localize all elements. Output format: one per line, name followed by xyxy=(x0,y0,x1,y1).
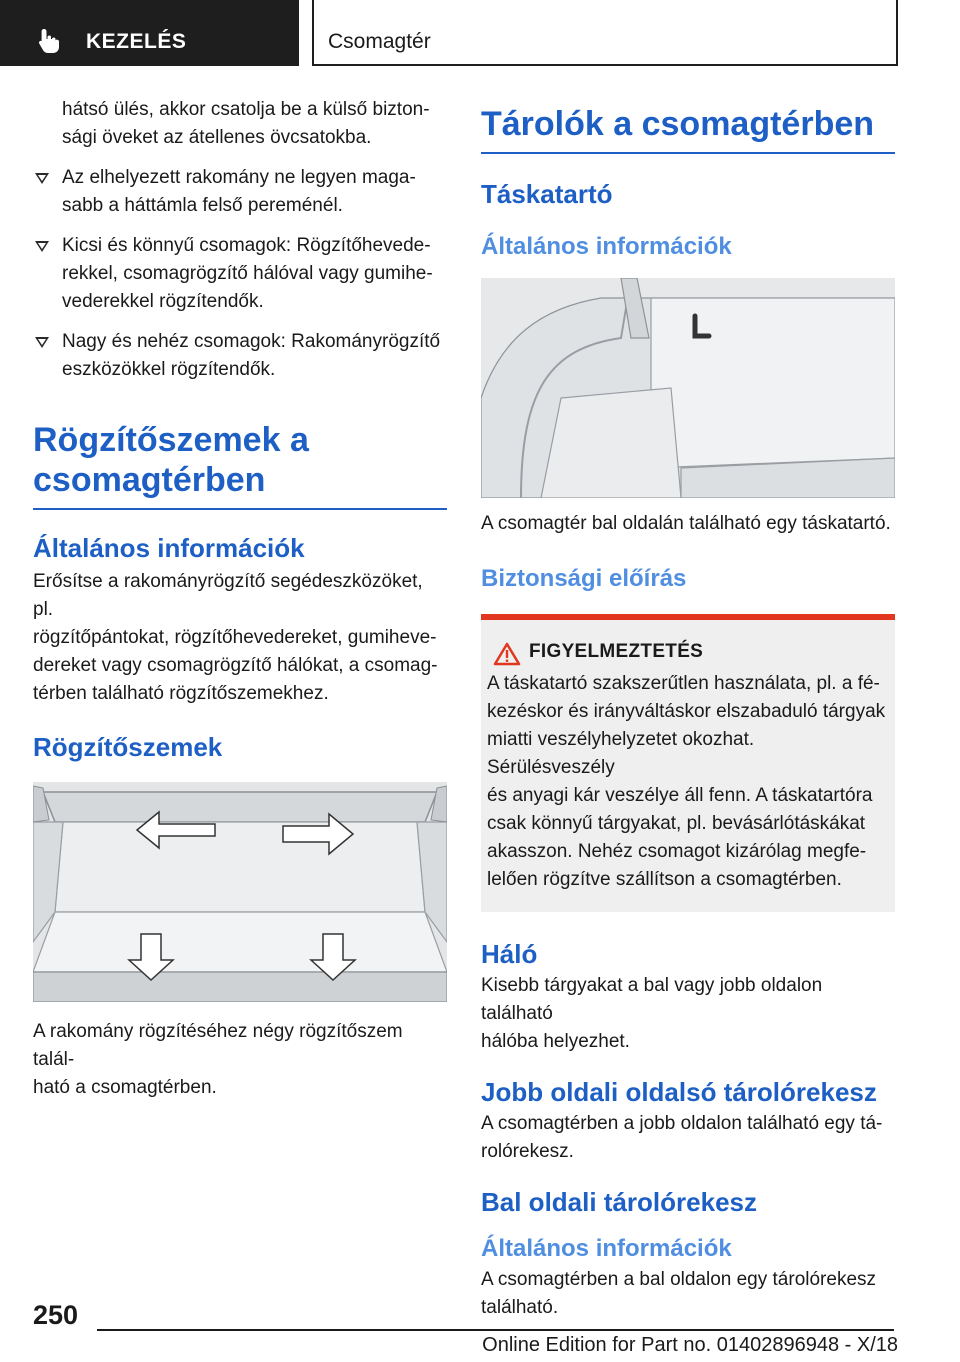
subheading-general: Általános információk xyxy=(33,533,305,563)
bullet-item xyxy=(33,328,447,384)
left-column xyxy=(33,96,447,1102)
triangle-bullet-icon xyxy=(35,173,49,184)
subheading-safety: Biztonsági előírás xyxy=(481,565,687,592)
section-heading-line: Rögzítőszemek a xyxy=(33,421,309,459)
bullet-line: Kicsi és könnyű csomagok: Rögzítőhevede- xyxy=(62,235,431,256)
subheading-right-compartment: Jobb oldali oldalsó tárolórekesz xyxy=(481,1077,877,1107)
bullet-item xyxy=(33,164,447,220)
bullet-line: sabb a háttámla felső pereménél. xyxy=(62,195,343,216)
subheading-eyes: Rögzítőszemek xyxy=(33,732,223,762)
trunk-drawing xyxy=(33,782,447,1002)
subheading-bag-holder: Táskatartó xyxy=(481,179,613,209)
warning-title: FIGYELMEZTETÉS xyxy=(529,641,704,662)
text-line: rögzítőpántokat, rögzítőhevedereket, gumiheve- xyxy=(33,627,437,648)
trunk-eyes-illustration xyxy=(33,782,447,1002)
eyes-caption xyxy=(33,1018,447,1102)
text-line: hálóba helyezhet. xyxy=(481,1031,630,1052)
page-title: Csomagtér xyxy=(328,30,431,53)
subheading-general: Általános információk xyxy=(481,233,732,260)
bullet-line: eszközökkel rögzítendők. xyxy=(62,359,276,380)
bullet-item xyxy=(33,232,447,316)
section-label: KEZELÉS xyxy=(86,30,187,53)
edition-text: Online Edition for Part no. 01402896948 - X/18 xyxy=(482,1334,898,1356)
text-line: Kisebb tárgyakat a bal vagy jobb oldalon található xyxy=(481,975,823,1024)
bag-holder-illustration xyxy=(481,278,895,498)
bullet-line: rekkel, csomagrögzítő hálóval vagy gumihe- xyxy=(62,263,433,284)
text-line: dereket vagy csomagrögzítő hálókat, a csomag- xyxy=(33,655,438,676)
header-title-box xyxy=(312,0,898,66)
triangle-bullet-icon xyxy=(35,337,49,348)
left-compartment-text xyxy=(481,1266,895,1322)
intro-line: hátsó ülés, akkor csatolja be a külső bizton- xyxy=(62,99,430,120)
warning-line: akasszon. Nehéz csomagot kizárólag megfe- xyxy=(487,841,867,862)
bag-holder-drawing xyxy=(481,278,895,498)
warning-triangle-icon xyxy=(493,642,521,666)
net-text xyxy=(481,972,895,1056)
warning-line: A táskatartó szakszerűtlen használata, pl. a fé- xyxy=(487,673,880,694)
text-line: A csomagtérben a jobb oldalon található egy tá- xyxy=(481,1113,883,1134)
section-heading-line: csomagtérben xyxy=(33,461,266,499)
section-heading xyxy=(33,420,447,510)
caption-line: A rakomány rögzítéséhez négy rögzítőszem talál- xyxy=(33,1021,403,1070)
text-line: rolórekesz. xyxy=(481,1141,574,1162)
bullet-line: vederekkel rögzítendők. xyxy=(62,291,264,312)
text-line: A csomagtérben a bal oldalon egy tárolórekesz xyxy=(481,1269,877,1290)
warning-line: csak könnyű tárgyakat, pl. bevásárlótáskákat xyxy=(487,813,866,834)
text-line: térben található rögzítőszemekhez. xyxy=(33,683,329,704)
subheading-general: Általános információk xyxy=(481,1235,732,1262)
right-column xyxy=(481,104,895,1322)
page-number: 250 xyxy=(33,1300,79,1330)
general-text xyxy=(33,568,447,708)
right-compartment-text xyxy=(481,1110,895,1166)
warning-box xyxy=(481,614,895,912)
bullet-line: Nagy és nehéz csomagok: Rakományrögzítő xyxy=(62,331,441,352)
section-heading-wrap xyxy=(33,420,447,510)
text-line: Erősítse a rakományrögzítő segédeszközöket, pl. xyxy=(33,571,423,620)
warning-line: miatti veszélyhelyzetet okozhat. Sérülésveszély xyxy=(487,729,755,778)
hand-pointer-icon xyxy=(38,28,60,54)
warning-line: lelően rögzítve szállítson a csomagtérben. xyxy=(487,869,842,890)
subheading-net: Háló xyxy=(481,939,538,969)
bag-holder-caption: A csomagtér bal oldalán található egy táskatartó. xyxy=(481,513,891,534)
section-heading: Tárolók a csomagtérben xyxy=(481,104,895,154)
caption-line: ható a csomagtérben. xyxy=(33,1077,217,1098)
warning-line: és anyagi kár veszélye áll fenn. A táskatartóra xyxy=(487,785,873,806)
footer-divider xyxy=(97,1329,894,1331)
subheading-left-compartment: Bal oldali tárolórekesz xyxy=(481,1187,757,1217)
triangle-bullet-icon xyxy=(35,241,49,252)
bullet-line: Az elhelyezett rakomány ne legyen maga- xyxy=(62,167,416,188)
warning-line: kezéskor és irányváltáskor elszabaduló tárgyak xyxy=(487,701,886,722)
section-tab xyxy=(0,0,299,66)
intro-line: sági öveket az átellenes övcsatokba. xyxy=(62,127,372,148)
text-line: található. xyxy=(481,1297,559,1318)
